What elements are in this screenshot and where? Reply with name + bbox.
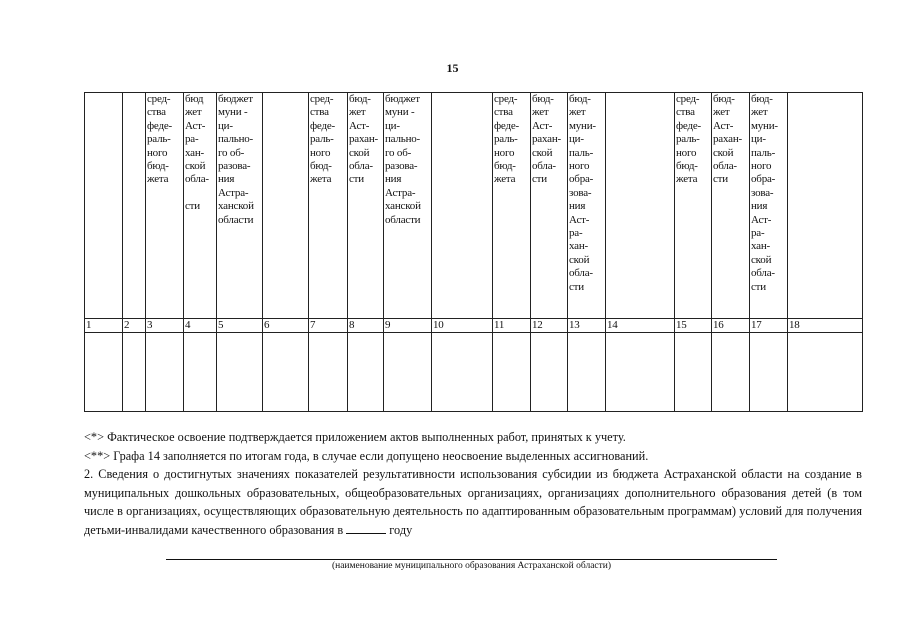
- header-cell: [123, 93, 146, 319]
- header-cell: бюджет муни - ци- пально- го об- разова- ния Астра- ханской области: [384, 93, 432, 319]
- empty-cell: [309, 333, 348, 412]
- page-number: 15: [446, 61, 459, 75]
- column-number-cell: 7: [309, 319, 348, 333]
- header-cell: бюд- жет Аст- рахан- ской обла- сти: [712, 93, 750, 319]
- header-cell: [263, 93, 309, 319]
- header-cell: сред- ства феде- раль- ного бюд- жета: [675, 93, 712, 319]
- header-cell: сред- ства феде- раль- ного бюд- жета: [309, 93, 348, 319]
- header-cell: бюд- жет муни- ци- паль- ного обра- зова- ния Аст- ра- хан- ской обла- сти: [750, 93, 788, 319]
- column-number-cell: 1: [85, 319, 123, 333]
- column-number-cell: 8: [348, 319, 384, 333]
- empty-cell: [712, 333, 750, 412]
- column-number-cell: 3: [146, 319, 184, 333]
- header-cell: [85, 93, 123, 319]
- column-number-cell: 5: [217, 319, 263, 333]
- header-cell: бюд- жет муни- ци- паль- ного обра- зова- ния Аст- ра- хан- ской обла- сти: [568, 93, 606, 319]
- empty-cell: [493, 333, 531, 412]
- section-2-text: 2. Сведения о достигнутых значениях показателей результативности использования субсидии из бюджета Астраханской области на создание в муниципальных дошкольных образовательных, общеобразовательных организациях, организациях дополнительного образования детей (в том числе в организациях, осуществляющих образовательную деятельность по адаптированным образовательным программам) условий для получения детьми-инвалидами качественного образования в: [84, 467, 862, 537]
- empty-cell: [384, 333, 432, 412]
- empty-cell: [568, 333, 606, 412]
- column-number-cell: 6: [263, 319, 309, 333]
- empty-cell: [606, 333, 675, 412]
- section-2-suffix: году: [389, 522, 413, 537]
- notes-block: [84, 428, 862, 539]
- header-cell: бюд- жет Аст- рахан- ской обла- сти: [348, 93, 384, 319]
- column-number-cell: 4: [184, 319, 217, 333]
- header-cell: [606, 93, 675, 319]
- empty-cell: [184, 333, 217, 412]
- empty-cell: [675, 333, 712, 412]
- municipality-name-line: [166, 559, 777, 560]
- municipality-name-caption: (наименование муниципального образования Астраханской области): [331, 561, 612, 571]
- empty-cell: [85, 333, 123, 412]
- table-header-row: [85, 93, 863, 319]
- header-cell: [788, 93, 863, 319]
- section-2-paragraph: [84, 465, 862, 539]
- header-cell: сред- ства феде- раль- ного бюд- жета: [146, 93, 184, 319]
- empty-cell: [217, 333, 263, 412]
- header-cell: бюд- жет Аст- рахан- ской обла- сти: [531, 93, 568, 319]
- column-number-cell: 11: [493, 319, 531, 333]
- column-number-cell: 13: [568, 319, 606, 333]
- header-cell: бюджет муни - ци- пально- го об- разова- ния Астра- ханской области: [217, 93, 263, 319]
- empty-cell: [123, 333, 146, 412]
- column-number-cell: 9: [384, 319, 432, 333]
- column-number-cell: 2: [123, 319, 146, 333]
- budget-table: [84, 92, 863, 412]
- footnote-1: <*> Фактическое освоение подтверждается приложением актов выполненных работ, принятых к учету.: [84, 430, 626, 444]
- header-cell: бюд жет Аст- ра- хан- ской обла- сти: [184, 93, 217, 319]
- empty-cell: [788, 333, 863, 412]
- column-number-cell: 10: [432, 319, 493, 333]
- empty-cell: [750, 333, 788, 412]
- header-cell: [432, 93, 493, 319]
- column-number-cell: 16: [712, 319, 750, 333]
- table-empty-row: [85, 333, 863, 412]
- column-number-cell: 15: [675, 319, 712, 333]
- year-blank-line: [346, 521, 386, 534]
- column-number-cell: 18: [788, 319, 863, 333]
- empty-cell: [146, 333, 184, 412]
- empty-cell: [348, 333, 384, 412]
- header-cell: сред- ства феде- раль- ного бюд- жета: [493, 93, 531, 319]
- empty-cell: [263, 333, 309, 412]
- footnote-2: <**> Графа 14 заполняется по итогам года, в случае если допущено неосвоение выделенных ассигнований.: [84, 448, 649, 463]
- empty-cell: [432, 333, 493, 412]
- column-number-cell: 14: [606, 319, 675, 333]
- empty-cell: [531, 333, 568, 412]
- column-number-cell: 12: [531, 319, 568, 333]
- column-number-row: [85, 319, 863, 333]
- column-number-cell: 17: [750, 319, 788, 333]
